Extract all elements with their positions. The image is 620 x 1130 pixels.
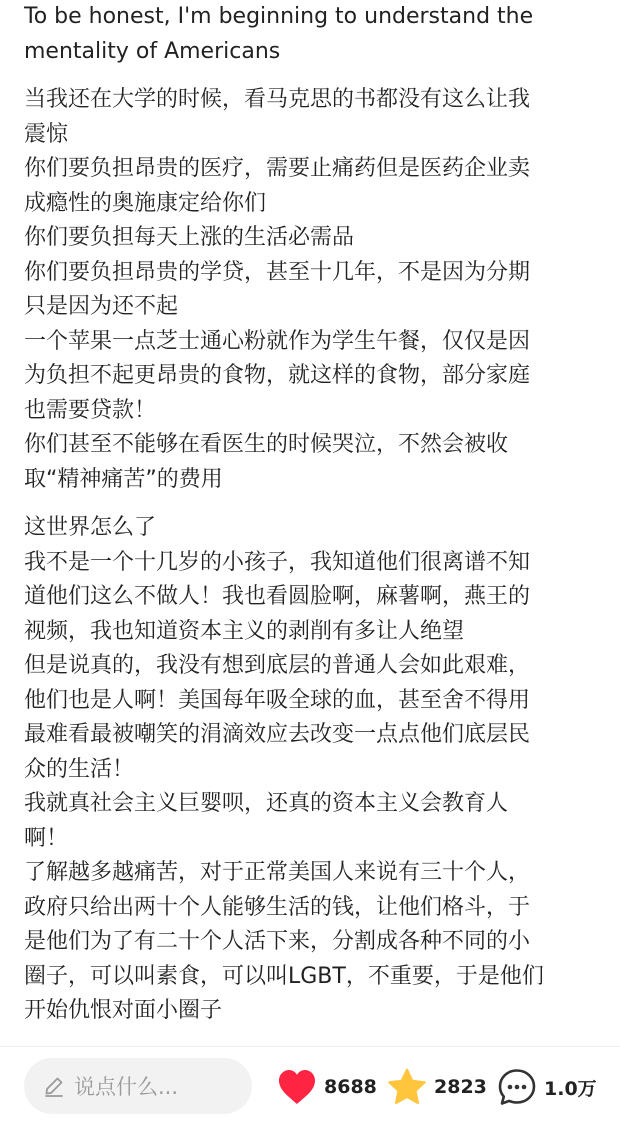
- favorite-count: 2823: [434, 1076, 487, 1098]
- bottom-action-bar: [0, 1046, 620, 1130]
- comment-button[interactable]: [496, 1067, 597, 1107]
- star-icon: [386, 1067, 428, 1107]
- post-title: To be honest, I'm beginning to understand the mentality of Americans: [24, 4, 534, 64]
- heart-icon: [276, 1067, 318, 1107]
- comment-count: 1.0万: [544, 1077, 597, 1100]
- comment-bubble-icon: [496, 1067, 538, 1107]
- favorite-button[interactable]: [386, 1067, 487, 1107]
- like-button[interactable]: [276, 1067, 377, 1107]
- post-body: [24, 83, 604, 1029]
- like-count: 8688: [324, 1076, 377, 1098]
- pencil-icon: [42, 1074, 66, 1098]
- post-content: [24, 0, 604, 1045]
- comment-input[interactable]: [24, 1058, 252, 1114]
- post-paragraph-1: 当我还在大学的时候，看马克思的书都没有这么让我 震惊 你们要负担昂贵的医疗，需要止痛药但是医药企业卖 成瘾性的奥施康定给你们 你们要负担每天上涨的生活必需品 你们要负担昂贵的学贷，甚至十几年，不是因为分期 只是因为还不起 一个苹果一点芝士通心粉就作为学生午餐，仅仅是因 为负担不起更昂贵的食物，就这样的食物，部分家庭 也需要贷款！ 你们甚至不能够在看医生的时候哭泣，不然会被收 取“精神痛苦”的费用: [24, 87, 531, 492]
- post-paragraph-2: 这世界怎么了 我不是一个十几岁的小孩子，我知道他们很离谱不知 道他们这么不做人！我也看圆脸啊，麻薯啊，燕王的 视频，我也知道资本主义的剥削有多让人绝望 但是说真的，我没有想到底层的普通人会如此艰难， 他们也是人啊！美国每年吸全球的血，甚至舍不得用 最难看最被嘲笑的涓滴效应去改变一点点他们底层民 众的生活！ 我就真社会主义巨婴呗，还真的资本主义会教育人 啊！ 了解越多越痛苦，对于正常美国人来说有三十个人， 政府只给出两十个人能够生活的钱，让他们格斗，于 是他们为了有二十个人活下来，分割成各种不同的小 圈子，可以叫素食，可以叫LGBT，不重要，于是他们 开始仇恨对面小圈子: [24, 515, 544, 1023]
- comment-placeholder: 说点什么...: [74, 1075, 179, 1099]
